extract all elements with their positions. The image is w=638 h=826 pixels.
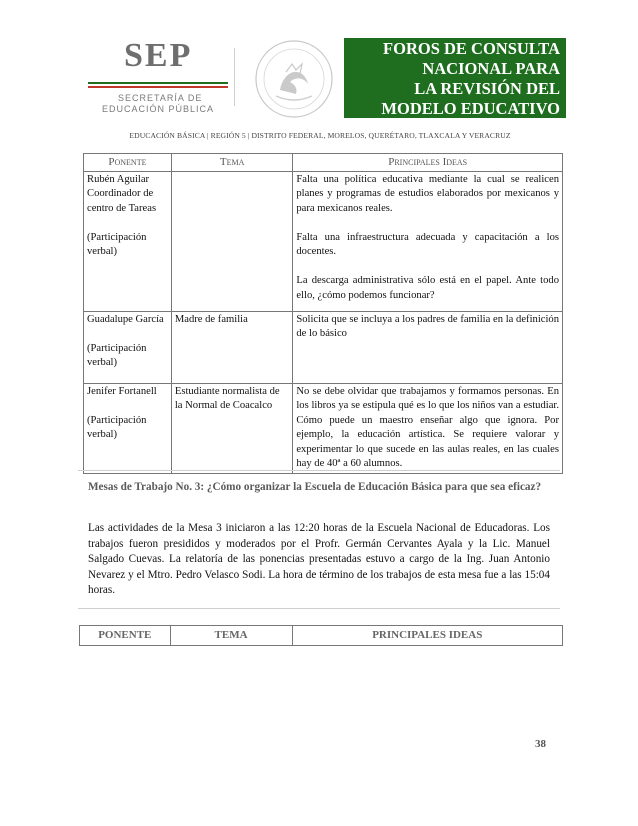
table-header-row [80,626,563,646]
idea-paragraph: Falta una infraestructura adecuada y capacitación a los docentes. [296,231,559,257]
idea-paragraph: La descarga administrativa sólo está en el papel. Ante todo ello, ¿cómo podemos funcionar? [296,275,559,301]
ideas-cell [293,311,563,383]
forum-title-line: NACIONAL PARA [422,59,560,78]
ponente-name: Jenifer Fortanell [87,385,157,397]
participation-note: (Participación verbal) [87,231,147,257]
header-divider [234,48,235,106]
forum-title-banner [344,38,566,118]
header-ponente: PONENTE [80,626,171,646]
participation-note: (Participación verbal) [87,342,147,368]
region-subtitle: EDUCACIÓN BÁSICA | REGIÓN 5 | DISTRITO FEDERAL, MORELOS, QUERÉTARO, TLAXCALA Y VERACRUZ [129,131,511,140]
ponencias-table [83,153,563,474]
idea-paragraph: Solicita que se incluya a los padres de familia en la definición de lo básico [296,313,559,339]
sep-logo-line1: SECRETARÍA DE [118,93,203,103]
forum-title-line: LA REVISIÓN DEL [414,79,560,98]
tema-cell: Madre de familia [171,311,293,383]
mexico-seal-icon [246,38,342,120]
idea-paragraph: Falta una política educativa mediante la cual se realicen planes y programas de estudios elaborados por mexicanos y para mexicanos reales. [296,173,559,214]
ponente-name: Rubén Aguilar Coordinador de centro de Tareas [87,173,157,214]
idea-paragraph: No se debe olvidar que trabajamos y formamos personas. En los libros ya se estipula qué es lo que los niños van a estudiar. Cómo puede un maestro enseñar algo que ignora. Por ejemplo, la educación artística. Se requiere valorar y experimentar lo que sucede en las aulas reales, en las cuales hay de 40ª a 60 alumnos. [296,385,559,469]
ponente-cell [84,171,172,311]
header-ponente: Ponente [84,154,172,172]
tema-cell: Estudiante normalista de la Normal de Coacalco [171,383,293,473]
ideas-cell [293,383,563,473]
mesa-body: Las actividades de la Mesa 3 iniciaron a las 12:20 horas de la Escuela Nacional de Educadoras. Los trabajos fueron presididos y moderados por el Profr. Germán Cervantes Ayala y la Lic. Manuel Salgado Cuevas. La relatoría de las ponencias presentadas estuvo a cargo de la Ing. Juan Antonio Nevarez y el Mtro. Pedro Velasco Sodi. La hora de término de los trabajos de esta mesa fue a las 15:04 horas. [88,522,550,597]
header-tema: TEMA [170,626,292,646]
table-header-row [84,154,563,172]
table-row [84,171,563,311]
header-ideas: PRINCIPALES IDEAS [292,626,563,646]
ponente-cell [84,383,172,473]
ideas-cell [293,171,563,311]
ponencias-table-2 [79,625,563,646]
header-ideas: Principales Ideas [293,154,563,172]
mesa-title: Mesas de Trabajo No. 3: ¿Cómo organizar la Escuela de Educación Básica para que sea eficaz? [88,481,542,493]
sep-logo-word: SEP [124,37,193,74]
forum-title-line: MODELO EDUCATIVO [381,99,560,118]
header-tema: Tema [171,154,293,172]
table-row [84,311,563,383]
ponente-cell [84,311,172,383]
sep-logo-bars [88,82,228,88]
tema-cell [171,171,293,311]
page-number: 38 [535,738,546,750]
sep-logo-line2: EDUCACIÓN PÚBLICA [102,104,215,114]
participation-note: (Participación verbal) [87,414,147,440]
forum-title-line: FOROS DE CONSULTA [383,39,560,58]
ponente-name: Guadalupe García [87,313,164,325]
sep-logo [88,37,228,114]
table-row [84,383,563,473]
